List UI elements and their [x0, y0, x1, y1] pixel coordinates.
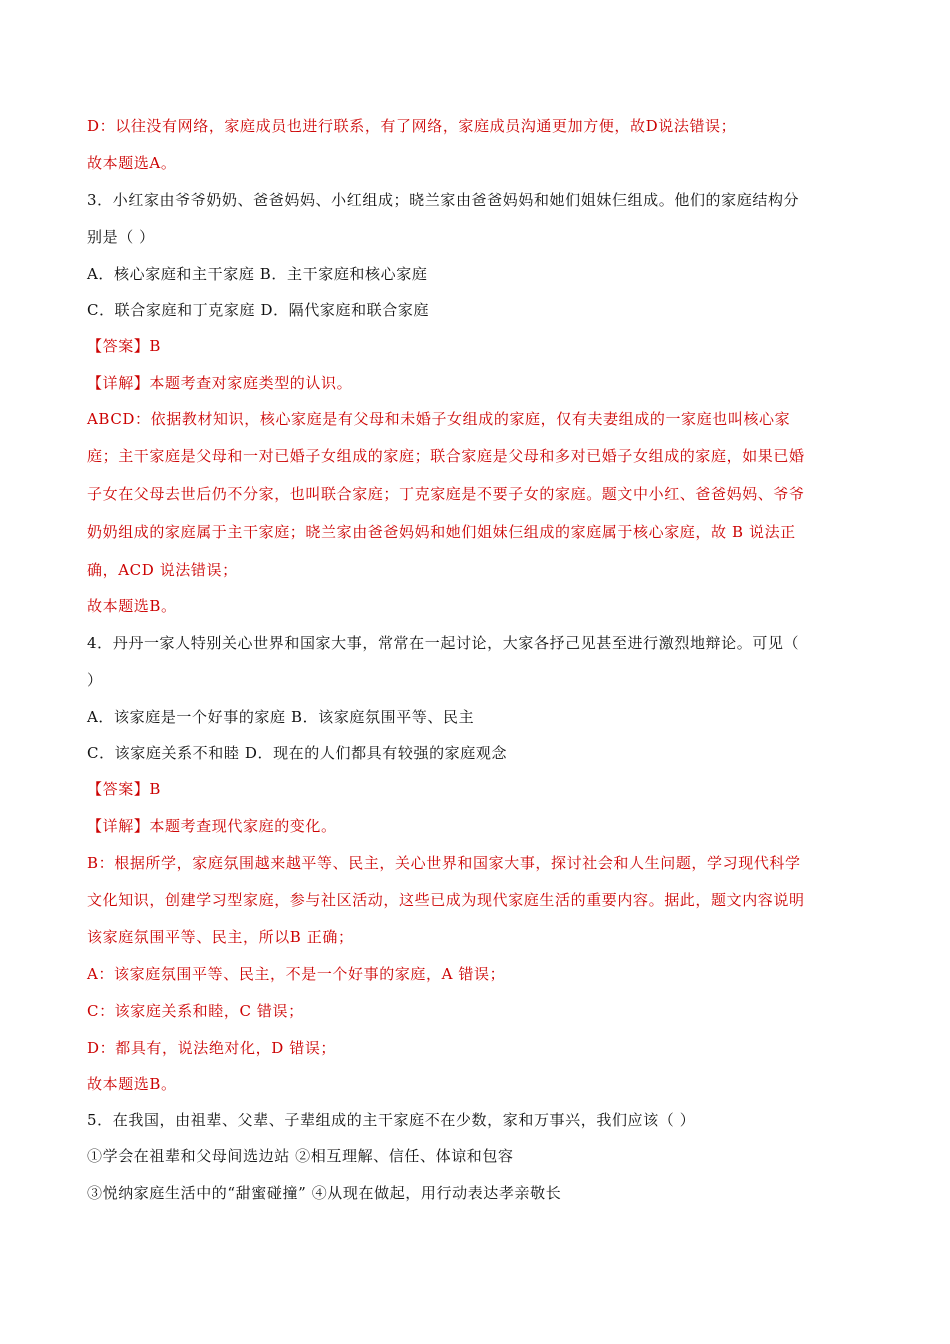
question-5-stem: 5．在我国，由祖辈、父辈、子辈组成的主干家庭不在少数，家和万事兴，我们应该（ ） — [87, 1111, 696, 1129]
text-line-2: 故本题选A。 — [87, 154, 177, 172]
question-4-answer: 【答案】B — [87, 780, 162, 798]
question-3-options-cd: C．联合家庭和丁克家庭 D．隔代家庭和联合家庭 — [87, 301, 430, 319]
question-3-explanation-4: 奶奶组成的家庭属于主干家庭；晓兰家由爸爸妈妈和她们姐妹仨组成的家庭属于核心家庭，故 B 说法正 — [87, 523, 796, 541]
question-4-conclusion: 故本题选B。 — [87, 1075, 177, 1093]
question-3-explanation-3: 子女在父母去世后仍不分家，也叫联合家庭；丁克家庭是不要子女的家庭。题文中小红、爸爸妈妈、爷爷 — [87, 485, 805, 503]
question-4-options-ab: A．该家庭是一个好事的家庭 B．该家庭氛围平等、民主 — [87, 708, 475, 726]
question-4-explanation-2: 文化知识，创建学习型家庭，参与社区活动，这些已成为现代家庭生活的重要内容。据此，题文内容说明 — [87, 891, 805, 909]
question-3-stem: 3．小红家由爷爷奶奶、爸爸妈妈、小红组成；晓兰家由爸爸妈妈和她们姐妹仨组成。他们的家庭结构分 — [87, 191, 800, 209]
question-4-options-cd: C．该家庭关系不和睦 D．现在的人们都具有较强的家庭观念 — [87, 744, 508, 762]
question-4-detail-heading: 【详解】本题考查现代家庭的变化。 — [87, 817, 337, 835]
question-3-explanation-2: 庭；主干家庭是父母和一对已婚子女组成的家庭；联合家庭是父母和多对已婚子女组成的家庭，如果已婚 — [87, 447, 805, 465]
question-3-conclusion: 故本题选B。 — [87, 597, 177, 615]
question-3-explanation-5: 确，ACD 说法错误； — [87, 561, 238, 579]
question-3-stem-cont: 别是（ ） — [87, 228, 155, 246]
question-3-detail-heading: 【详解】本题考查对家庭类型的认识。 — [87, 374, 353, 392]
question-4-stem: 4．丹丹一家人特别关心世界和国家大事，常常在一起讨论，大家各抒己见甚至进行激烈地辩论。可见（ — [87, 634, 800, 652]
question-4-option-a-analysis: A：该家庭氛围平等、民主，不是一个好事的家庭，A 错误； — [87, 965, 506, 983]
question-4-option-c-analysis: C：该家庭关系和睦，C 错误； — [87, 1002, 304, 1020]
question-5-statements-34: ③悦纳家庭生活中的“甜蜜碰撞” ④从现在做起，用行动表达孝亲敬长 — [87, 1184, 562, 1202]
question-4-explanation-3: 该家庭氛围平等、民主，所以B 正确； — [87, 928, 354, 946]
text-line-1: D：以往没有网络，家庭成员也进行联系，有了网络，家庭成员沟通更加方便，故D说法错误； — [87, 117, 737, 135]
question-4-option-d-analysis: D：都具有，说法绝对化，D 错误； — [87, 1039, 337, 1057]
question-3-explanation-1: ABCD：依据教材知识，核心家庭是有父母和未婚子女组成的家庭，仅有夫妻组成的一家庭也叫核心家 — [87, 410, 791, 428]
question-4-explanation-1: B：根据所学，家庭氛围越来越平等、民主，关心世界和国家大事，探讨社会和人生问题，学习现代科学 — [87, 854, 801, 872]
question-5-statements-12: ①学会在祖辈和父母间选边站 ②相互理解、信任、体谅和包容 — [87, 1147, 514, 1165]
question-3-options-ab: A．核心家庭和主干家庭 B．主干家庭和核心家庭 — [87, 265, 428, 283]
question-3-answer: 【答案】B — [87, 337, 162, 355]
question-4-stem-cont: ） — [87, 671, 103, 689]
